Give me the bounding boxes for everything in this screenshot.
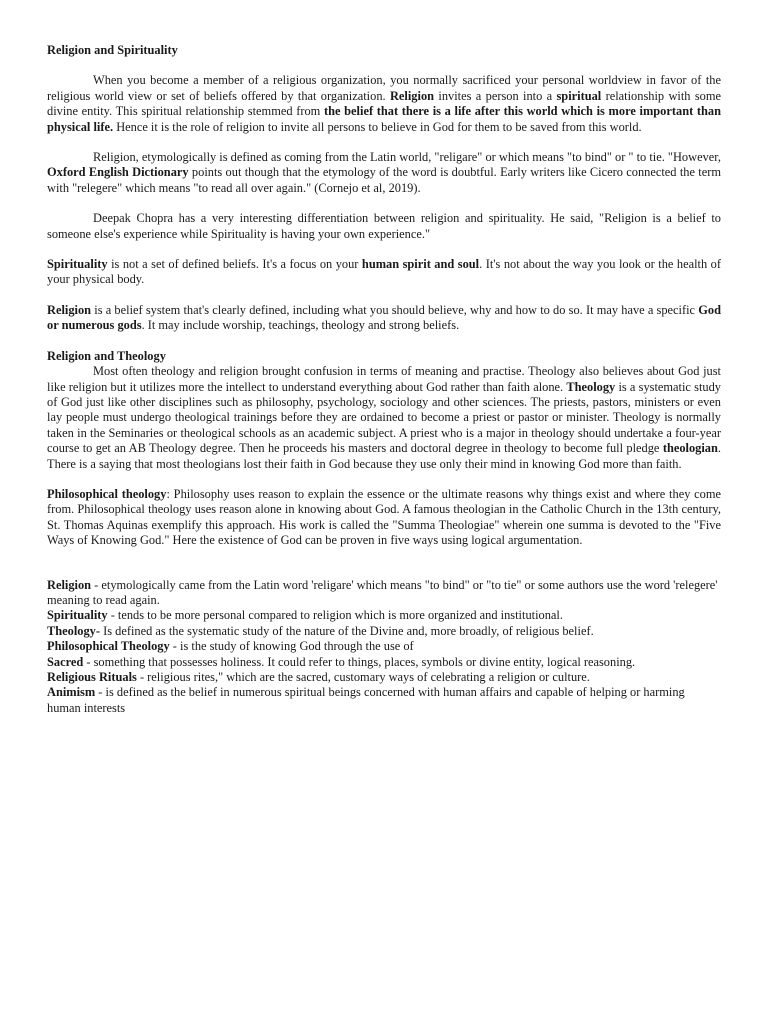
definition-term: Religious Rituals	[47, 670, 137, 684]
text-run: Religion, etymologically is defined as coming from the Latin world, "religare" or which means "to bind" or " to tie. "However,	[93, 150, 721, 165]
text-run: is not a set of defined beliefs. It's a focus on your	[107, 257, 362, 272]
definition-text: - etymologically came from the Latin word 'religare' which means "to bind" or "to tie" or some authors use the word 'relegere' meaning to read again.	[47, 577, 718, 607]
bold-term: Philosophical theology	[47, 486, 167, 501]
text-run: When you become a member of a religious organization, you normally sacrificed your personal worldview in favor of the religious world view or set of beliefs offered by that organization.	[47, 73, 721, 103]
bold-term: Oxford English Dictionary	[47, 165, 189, 180]
text-run: : Philosophy uses reason to explain the essence or the ultimate reasons why things exist and where they come from. Philosophical theology uses reason alone in knowing about God. A famous theologian in the Catholic Church in the 13th century, St. Thomas Aquinas exemplify this approach. His work is called the "Summa Theologiae" wherein one summa is devoted to the "Five Ways of Knowing God." Here the existence of God can be proven in five ways using logical argumentation.	[47, 486, 722, 548]
definition-text: - something that possesses holiness. It could refer to things, places, symbols or divine entity, logical reasoning.	[83, 654, 636, 669]
definition-text: - religious rites," which are the sacred, customary ways of celebrating a religion or culture.	[136, 670, 590, 684]
definition-text: Is defined as the systematic study of the nature of the Divine and, more broadly, of religious belief.	[100, 623, 594, 638]
definition-item	[47, 685, 721, 716]
text-run: invites a person into a	[434, 88, 557, 103]
bold-phrase: human spirit and soul	[361, 257, 480, 272]
paragraph-chopra	[47, 211, 721, 242]
paragraph-membership	[47, 73, 721, 135]
bold-term: Spirituality	[47, 257, 108, 272]
bold-term: Theology	[566, 379, 616, 394]
definition-term: Religion	[47, 577, 92, 592]
paragraph-religion	[47, 303, 721, 334]
paragraph-theology	[47, 364, 721, 472]
page-title: Religion and Spirituality	[47, 43, 178, 57]
bold-phrase: God or numerous gods	[47, 302, 721, 333]
definitions-list	[47, 578, 721, 717]
bold-term: theologian	[662, 441, 718, 456]
section-heading: Religion and Theology	[47, 348, 166, 363]
text-run: relationship with some divine entity. This spiritual relationship stemmed from	[47, 88, 721, 119]
bold-phrase: the belief that there is a life after this world which is more important than physical life.	[47, 104, 721, 134]
definition-term: Philosophical Theology	[47, 639, 170, 654]
text-run: Most often theology and religion brought confusion in terms of meaning and practise. Theology also believes about God just like religion but it utilizes more the intellect to understand everything about God rather than faith alone.	[47, 364, 721, 394]
text-run: . There is a saying that most theologians lost their faith in God because they use only their mind in knowing God more than faith.	[47, 441, 721, 471]
text-run: Hence it is the role of religion to invite all persons to believe in God for them to be saved from this world.	[113, 119, 642, 134]
definition-item	[47, 670, 721, 685]
definition-item	[47, 578, 721, 609]
bold-term: spiritual	[556, 88, 602, 103]
definition-text: - is defined as the belief in numerous spiritual beings concerned with human affairs and capable of helping or harming human interests	[47, 685, 685, 715]
definition-text: - tends to be more personal compared to religion which is more organized and institutional.	[107, 608, 563, 623]
definition-term: Sacred	[47, 654, 84, 669]
text-run: is a belief system that's clearly defined, including what you should believe, why and how to do so. It may have a specific	[91, 302, 699, 317]
bold-term: Religion	[47, 302, 92, 317]
paragraph-spirituality	[47, 257, 721, 288]
text-run: points out though that the etymology of the word is doubtful. Early writers like Cicero connected the term with "relegere" which means "to read all over again." (Cornejo et al, 2019).	[47, 165, 721, 195]
paragraph-etymology	[47, 150, 721, 196]
definition-term: Animism	[47, 685, 96, 700]
document-body	[47, 43, 721, 716]
text-run: is a systematic study of God just like other disciplines such as philosophy, psychology, sociology and other sciences. The priests, pastors, ministers or even lay people must undergo theological trainings before they are ordained to become a priest or pastor or minister. Theology is normally taken in the Seminaries or theological schools as an academic subject. A priest who is a major in theology should undertake a four-year course to get an AB Theology degree. Then he proceeds his masters and doctoral degree in theology to become full pledge	[47, 379, 721, 456]
definition-item	[47, 624, 721, 639]
paragraph-philosophical-theology	[47, 487, 721, 549]
definition-item	[47, 655, 721, 670]
bold-term: Religion	[389, 88, 435, 103]
text-run: . It's not about the way you look or the health of your physical body.	[47, 257, 721, 287]
text-run: Deepak Chopra has a very interesting differentiation between religion and spirituality. He said, "Religion is a belief to someone else's experience while Spirituality is having your own experience."	[47, 211, 721, 241]
text-run: . It may include worship, teachings, theology and strong beliefs.	[141, 318, 460, 333]
definition-item	[47, 608, 721, 623]
definition-term: Theology-	[47, 623, 101, 638]
definition-term: Spirituality	[47, 608, 108, 623]
definition-text: - is the study of knowing God through the use of	[169, 639, 414, 654]
definition-item	[47, 639, 721, 654]
